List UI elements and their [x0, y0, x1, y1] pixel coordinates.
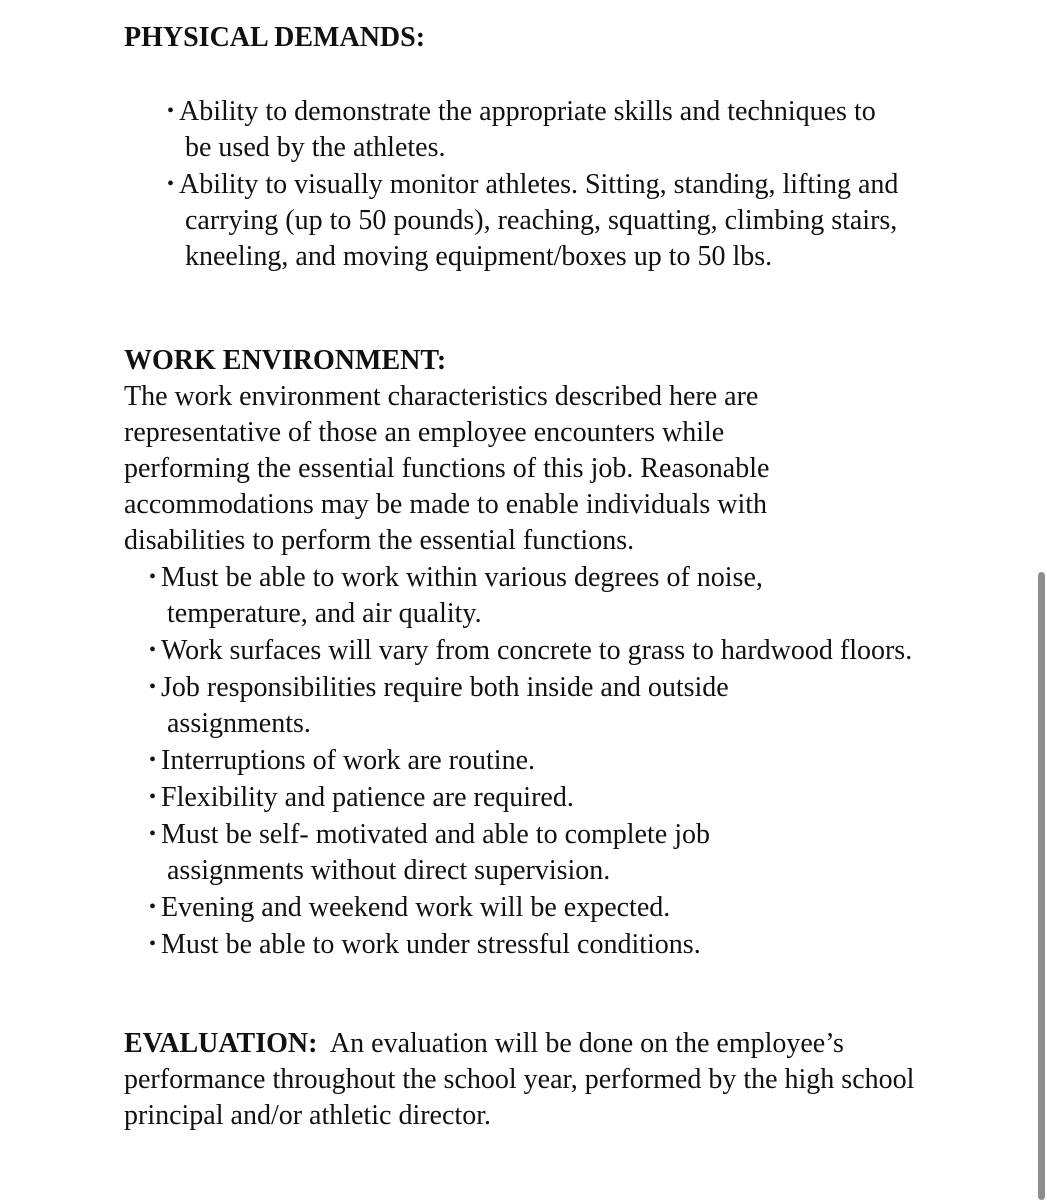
bullet-icon: • — [149, 823, 157, 845]
vertical-scrollbar[interactable] — [1038, 572, 1045, 1200]
bullet-icon: • — [149, 566, 157, 588]
bullet-icon: • — [149, 676, 157, 698]
list-item: • Must be self- motivated and able to complete job assignments without direct supervision. — [106, 816, 847, 889]
list-item: • Must be able to work under stressful conditions. — [106, 926, 867, 963]
bullet-icon: • — [149, 933, 157, 955]
bullet-icon: • — [149, 786, 157, 808]
evaluation-text: An evaluation will be done on the employee’s performance throughout the school year, performed by the high school principal and/or athletic director. — [124, 1028, 915, 1131]
bullet-icon: • — [149, 749, 157, 771]
evaluation-paragraph — [124, 1026, 924, 1134]
bullet-icon: • — [149, 639, 157, 661]
bullet-icon: • — [149, 896, 157, 918]
physical-demands-section — [124, 20, 924, 275]
list-item: • Interruptions of work are routine. — [106, 742, 867, 779]
list-item: • Ability to visually monitor athletes. Sitting, standing, lifting and carrying (up to 50 pounds), reaching, squatting, climbing stairs, kneeling, and moving equipment/boxes up to 50 lbs. — [124, 166, 930, 275]
list-item: • Job responsibilities require both inside and outside assignments. — [106, 669, 867, 742]
list-item: • Work surfaces will vary from concrete to grass to hardwood floors. — [106, 632, 942, 669]
evaluation-label: EVALUATION: — [124, 1028, 318, 1059]
work-environment-section — [124, 343, 924, 963]
list-item: • Ability to demonstrate the appropriate skills and techniques to be used by the athletes. — [124, 93, 905, 166]
work-environment-list — [106, 559, 924, 963]
list-item: • Evening and weekend work will be expected. — [106, 889, 867, 926]
work-environment-heading: WORK ENVIRONMENT: — [124, 345, 447, 376]
bullet-icon: • — [167, 100, 175, 122]
work-environment-intro: The work environment characteristics described here are representative of those an employee encounters while performing the essential functions of this job. Reasonable accommodations may be made to enable individuals with disabilities to perform the essential functions. — [124, 381, 770, 556]
evaluation-section — [124, 1026, 924, 1134]
physical-demands-heading: PHYSICAL DEMANDS: — [124, 22, 426, 53]
list-item: • Must be able to work within various degrees of noise, temperature, and air quality. — [106, 559, 867, 632]
list-item: • Flexibility and patience are required. — [106, 779, 867, 816]
physical-demands-list — [124, 93, 924, 275]
bullet-icon: • — [167, 173, 175, 195]
